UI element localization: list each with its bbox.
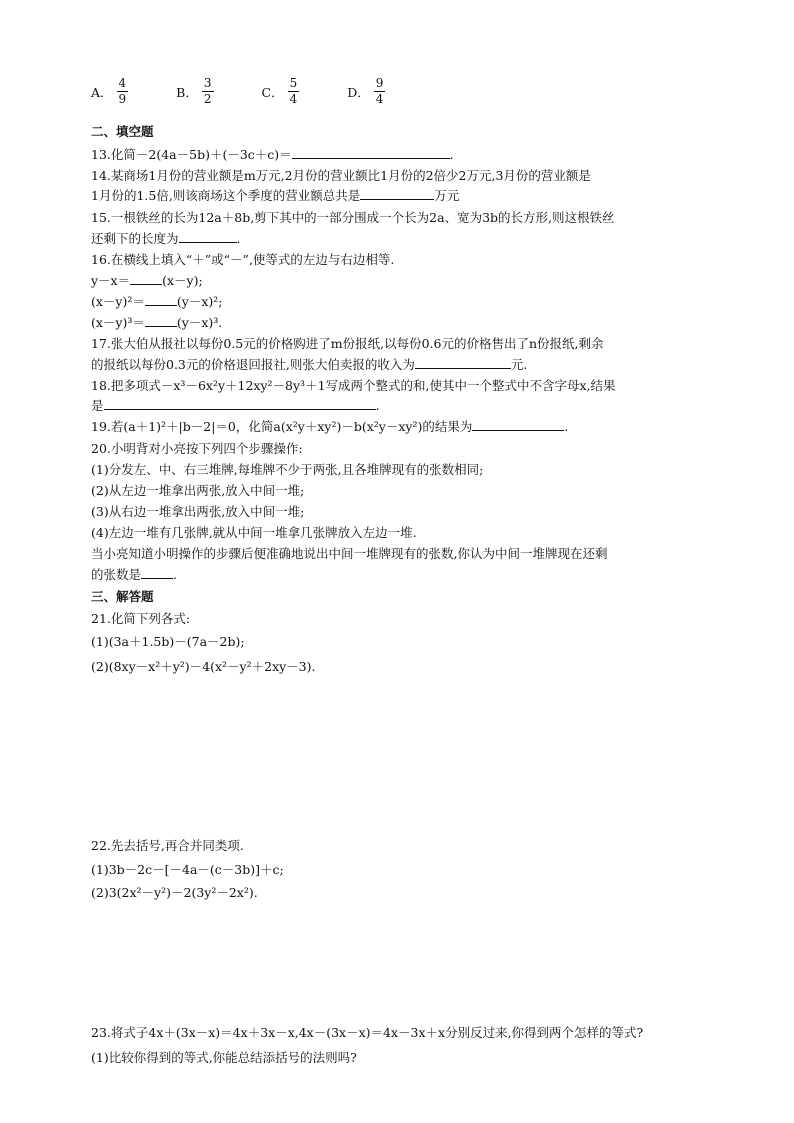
question-20-step-2: (2)从左边一堆拿出两张,放入中间一堆;	[91, 483, 305, 498]
question-17-line-1: 17.张大伯从报社以每份0.5元的价格购进了m份报纸,以每份0.6元的价格售出了n份报纸,剩余	[91, 336, 604, 351]
question-20-line-5: 当小亮知道小明操作的步骤后便准确地说出中间一堆牌现有的张数,你认为中间一堆牌现在还剩	[91, 546, 608, 561]
question-16-item-1	[91, 272, 203, 290]
question-23: 23.将式子4x＋(3x－x)＝4x＋3x－x,4x－(3x－x)＝4x－3x＋x分别反过来,你得到两个怎样的等式?	[91, 1025, 644, 1040]
question-15-line-1: 15.一根铁丝的长为12a＋8b,剪下其中的一部分围成一个长为2a、宽为3b的长方形,则这根铁丝	[91, 210, 615, 225]
question-22: 22.先去括号,再合并同类项.	[91, 838, 244, 853]
answer-blank[interactable]	[415, 356, 511, 369]
expression-right: (y－x)³.	[176, 315, 223, 330]
expression-right: (y－x)²;	[176, 294, 223, 309]
denominator: 9	[118, 92, 127, 106]
denominator: 4	[289, 92, 298, 106]
question-15-line-2: 还剩下的长度为 .	[91, 231, 241, 246]
denominator: 4	[375, 92, 384, 106]
expression-left: (x－y)²＝	[91, 294, 145, 309]
answer-blank[interactable]	[104, 397, 376, 410]
question-16-item-3	[91, 314, 222, 332]
question-text: 还剩下的长度为	[91, 231, 179, 246]
question-18-line-1: 18.把多项式－x³－6x²y＋12xy²－8y³＋1写成两个整式的和,使其中一个整式中不含字母x,结果	[91, 378, 616, 393]
fraction	[117, 76, 129, 107]
question-20-step-1: (1)分发左、中、右三堆牌,每堆牌不少于两张,且各堆牌现有的张数相同;	[91, 462, 484, 477]
answer-blank[interactable]	[292, 146, 450, 159]
question-20-line-6: 的张数是 .	[91, 567, 177, 582]
section-fill-blank-heading: 二、填空题	[91, 124, 154, 139]
answer-blank[interactable]	[141, 566, 173, 579]
question-20-step-3: (3)从右边一堆拿出两张,放入中间一堆;	[91, 504, 305, 519]
question-16: 16.在横线上填入“＋”或“－”,使等式的左边与右边相等.	[91, 252, 395, 267]
question-17-line-2	[91, 356, 527, 374]
choice-letter: B．	[176, 84, 198, 100]
section-solve-heading: 三、解答题	[91, 589, 154, 604]
choice-letter: D．	[347, 84, 370, 100]
question-20-step-4: (4)左边一堆有几张牌,就从中间一堆拿几张牌放入左边一堆.	[91, 525, 417, 540]
denominator: 2	[203, 92, 212, 106]
fraction	[374, 76, 386, 107]
question-19: 19.若(a＋1)²＋|b－2|＝0，化简a(x²y＋xy²)－b(x²y－xy²)的结果为 .	[91, 419, 569, 434]
choice-c[interactable]	[262, 76, 300, 107]
question-14-line-2	[91, 187, 459, 205]
expression-left: y－x＝	[91, 273, 131, 288]
question-22-part-2: (2)3(2x²－y²)－2(3y²－2x²).	[91, 885, 258, 900]
question-13: 13.化简－2(4a－5b)＋(－3c＋c)＝ .	[91, 147, 454, 162]
question-14-line-1: 14.某商场1月份的营业额是m万元,2月份的营业额比1月份的2倍少2万元,3月份的营业额是	[91, 168, 591, 183]
question-21: 21.化简下列各式:	[91, 611, 191, 626]
unit-text: 元.	[510, 357, 528, 372]
expression-right: (x－y);	[162, 273, 203, 288]
answer-blank[interactable]	[179, 230, 237, 243]
answer-choices	[91, 76, 433, 107]
question-21-part-2: (2)(8xy－x²＋y²)－4(x²－y²＋2xy－3).	[91, 659, 316, 674]
question-20: 20.小明背对小亮按下列四个步骤操作:	[91, 441, 303, 456]
numerator: 4	[118, 76, 127, 90]
numerator: 5	[289, 76, 298, 90]
answer-blank[interactable]	[472, 418, 564, 431]
question-22-part-1: (1)3b－2c－[－4a－(c－3b)]＋c;	[91, 862, 284, 877]
answer-blank[interactable]	[145, 293, 177, 306]
question-text: 是	[91, 398, 104, 413]
question-text: 1月份的1.5倍,则该商场这个季度的营业额总共是	[91, 188, 361, 203]
choice-letter: C．	[261, 84, 284, 100]
question-text: 13.化简－2(4a－5b)＋(－3c＋c)＝	[91, 147, 292, 162]
question-text: 的报纸以每份0.3元的价格退回报社,则张大伯卖报的收入为	[91, 357, 415, 372]
fraction	[288, 76, 300, 107]
fraction	[202, 76, 214, 107]
question-text: 19.若(a＋1)²＋|b－2|＝0，化简a(x²y＋xy²)－b(x²y－xy²)的结果为	[91, 419, 473, 434]
question-16-item-2	[91, 293, 222, 311]
unit-text: 万元	[434, 188, 460, 203]
answer-blank[interactable]	[360, 187, 434, 200]
answer-blank[interactable]	[145, 314, 177, 327]
answer-blank[interactable]	[130, 272, 162, 285]
choice-a[interactable]	[91, 76, 128, 107]
numerator: 3	[203, 76, 212, 90]
numerator: 9	[375, 76, 384, 90]
expression-left: (x－y)³＝	[91, 315, 145, 330]
question-23-part-1: (1)比较你得到的等式,你能总结添括号的法则吗?	[91, 1050, 357, 1065]
question-18-line-2: 是 .	[91, 398, 380, 413]
question-21-part-1: (1)(3a＋1.5b)－(7a－2b);	[91, 634, 245, 649]
question-text: 的张数是	[91, 567, 142, 582]
choice-b[interactable]	[176, 76, 213, 107]
choice-d[interactable]	[347, 76, 385, 107]
choice-letter: A．	[91, 84, 113, 100]
